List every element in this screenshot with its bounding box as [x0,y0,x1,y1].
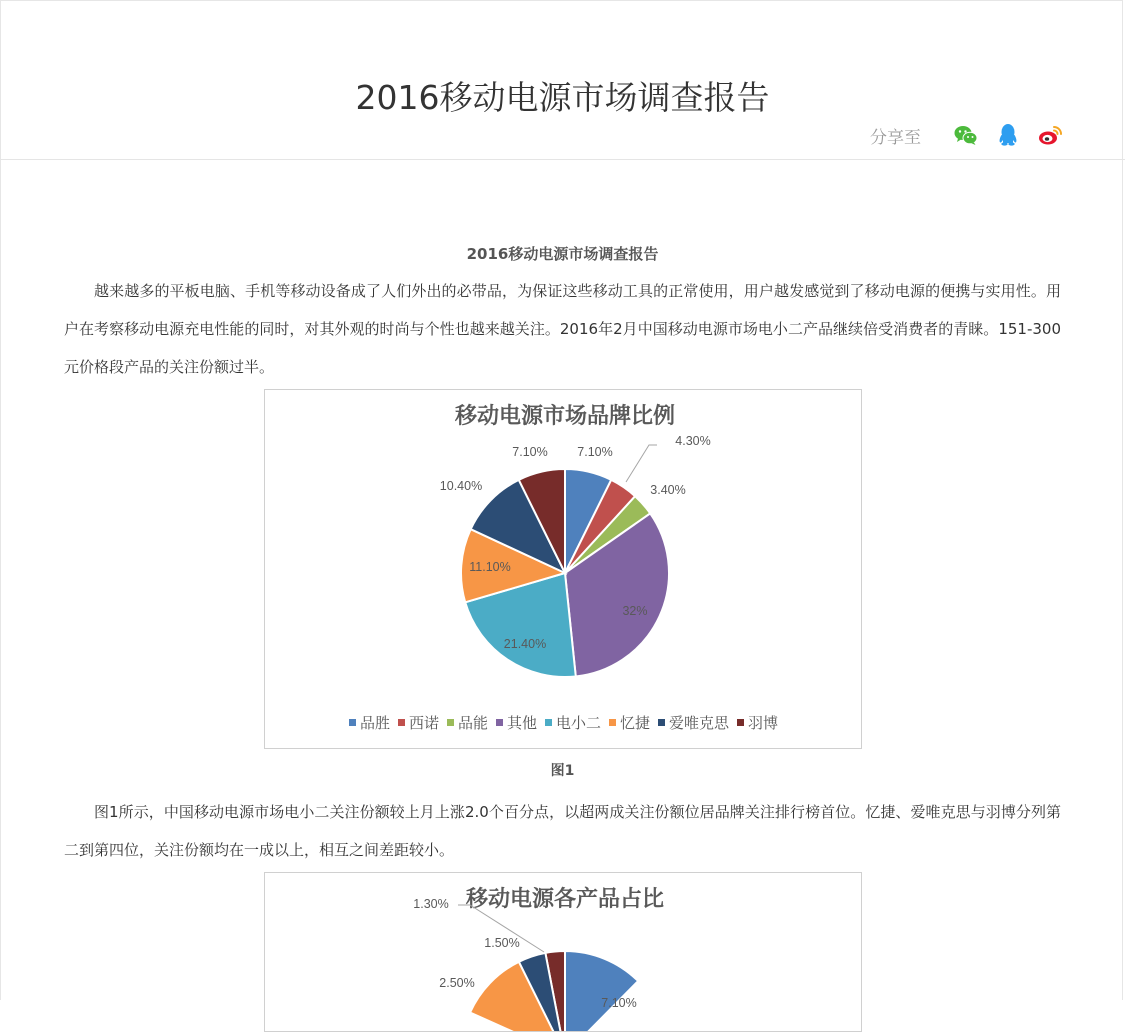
brand-share-pie [265,390,861,748]
legend-swatch [349,719,356,726]
wechat-icon[interactable] [953,122,979,148]
leader-line [626,445,657,482]
data-label: 7.10% [600,996,637,1010]
legend-label: 品能 [457,714,488,732]
data-label: 21.40% [503,637,546,651]
chart-product-share [264,872,862,1032]
legend-label: 电小二 [556,714,602,732]
legend-label: 羽博 [748,714,779,732]
chart-legend [265,712,863,733]
share-label: 分享至 [870,127,921,148]
legend-swatch [737,719,744,726]
page-header [0,0,1125,160]
legend-item [545,712,601,733]
page-title: 2016移动电源市场调查报告 [355,78,770,118]
legend-swatch [545,719,552,726]
chart-brand-share [264,389,862,749]
legend-item [398,712,439,733]
data-label: 7.10% [576,445,613,459]
legend-label: 爱唯克思 [669,714,730,732]
legend-item [609,712,650,733]
legend-swatch [398,719,405,726]
legend-item [658,712,729,733]
legend-swatch [658,719,665,726]
data-label: 11.10% [468,560,511,574]
data-label: 2.50% [438,976,475,990]
legend-item [447,712,488,733]
legend-label: 西诺 [408,714,439,732]
chart-title: 移动电源各产品占比 [465,886,664,911]
chart-title: 移动电源市场品牌比例 [454,403,675,428]
legend-swatch [447,719,454,726]
figure-caption: 图1 [550,763,575,779]
pie-slice [565,951,638,1031]
data-label: 10.40% [439,479,482,493]
legend-swatch [609,719,616,726]
product-share-pie [265,873,861,1031]
paragraph-intro: 越来越多的平板电脑、手机等移动设备成了人们外出的必带品，为保证这些移动工具的正常使用，用户越发感觉到了移动电源的便携与实用性。用户在考察移动电源充电性能的同时，对其外观的时尚与个性也越来越关注。2016年2月中国移动电源市场电小二产品继续倍受消费者的青睐。151-300元价格段产品的关注份额过半。 [64,282,1061,376]
data-label: 4.30% [674,434,711,448]
legend-swatch [496,719,503,726]
legend-item [349,712,390,733]
legend-item [737,712,778,733]
legend-label: 忆捷 [620,714,651,732]
legend-label: 其他 [506,714,537,732]
weibo-icon[interactable] [1037,122,1063,148]
legend-item [496,712,537,733]
data-label: 3.40% [649,483,686,497]
data-label: 32% [621,604,648,618]
paragraph-analysis: 图1所示，中国移动电源市场电小二关注份额较上月上涨2.0个百分点，以超两成关注份额位居品牌关注排行榜首位。忆捷、爱唯克思与羽博分列第二到第四位，关注份额均在一成以上，相互之间差距较小。 [64,803,1061,859]
data-label: 7.10% [511,445,548,459]
article-content [64,236,1061,1032]
legend-label: 品胜 [359,714,390,732]
data-label: 1.50% [483,936,520,950]
article-title: 2016移动电源市场调查报告 [466,245,659,263]
data-label: 1.30% [412,897,449,911]
qq-icon[interactable] [995,122,1021,148]
share-bar [870,122,1063,148]
